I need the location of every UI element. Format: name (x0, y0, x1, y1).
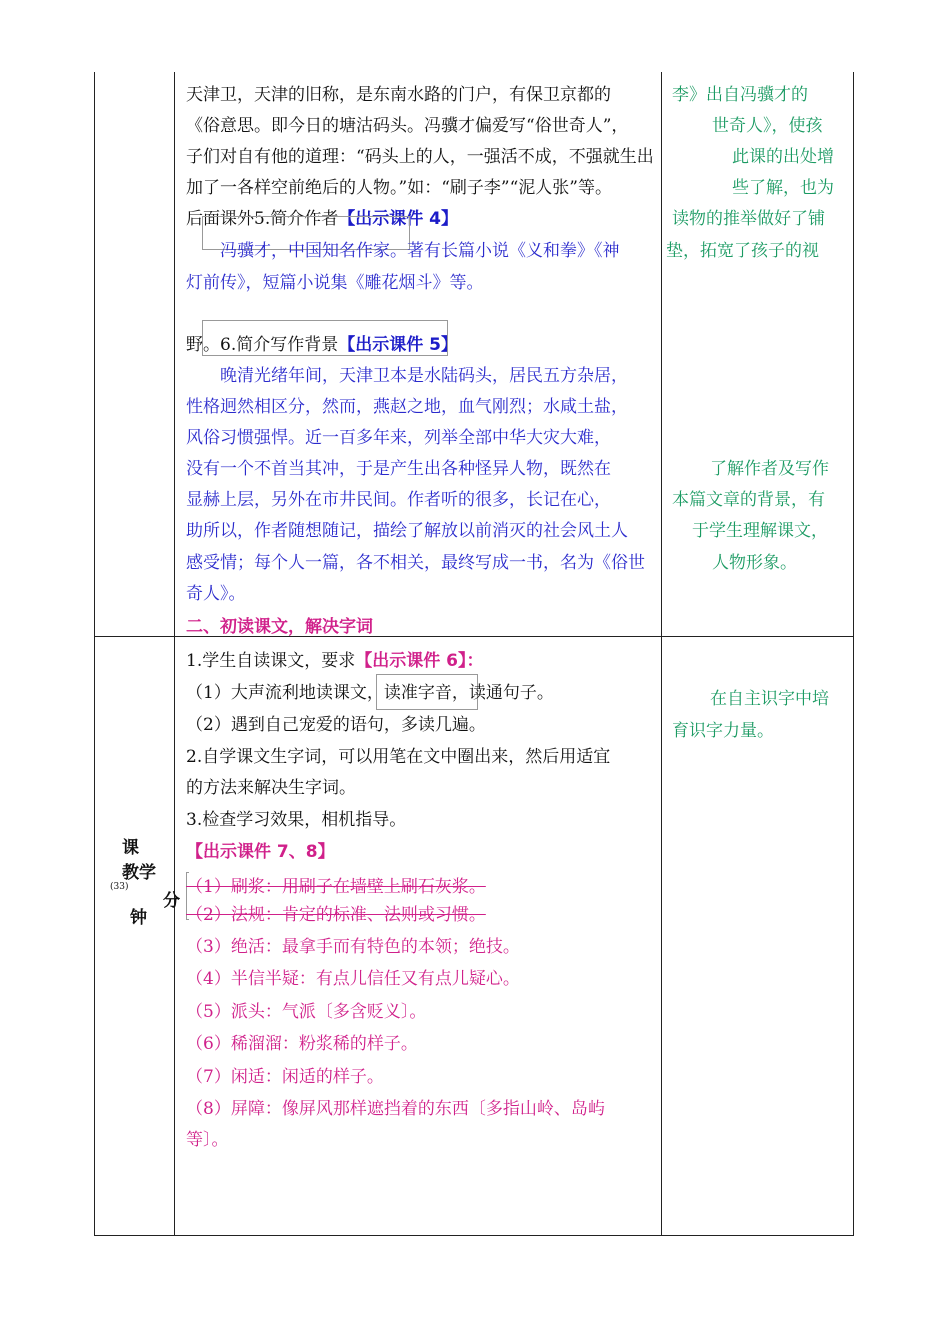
side-note-line: 些了解，也为 (732, 178, 834, 198)
courseware-tag-6: 【出示课件 6】： (355, 651, 484, 671)
requirement-line: （1）大声流利地读课文，读准字音，读通句子。 (186, 683, 554, 703)
table-border-left (94, 72, 95, 1236)
table-divider-label (174, 72, 175, 1236)
paragraph-line: 感受情；每个人一篇，各不相关，最终写成一书，名为《俗世 (186, 553, 645, 573)
heading-background: 野。6.简介写作背景 (186, 335, 339, 355)
label-jiaoxue: 教学 (122, 863, 156, 883)
side-note-line: 了解作者及写作 (710, 459, 829, 479)
paragraph-line: 显赫上层，另外在市井民间。作者听的很多，长记在心， (186, 490, 611, 510)
step-1: 1.学生自读课文，要求 (186, 651, 356, 671)
paragraph-line: 2.自学课文生字词，可以用笔在文中圈出来，然后用适宜 (186, 747, 611, 767)
paragraph-line: 晚清光绪年间，天津卫本是水陆码头，居民五方杂居， (220, 366, 628, 386)
side-note-line: 垫，拓宽了孩子的视 (666, 241, 819, 261)
courseware-tag-7-8: 【出示课件 7、8】 (186, 842, 335, 862)
label-fen: 分 (163, 891, 180, 911)
section-heading: 二、初读课文，解决字词 (186, 617, 373, 637)
paragraph-line: 3.检查学习效果，相机指导。 (186, 810, 407, 830)
side-note-line: 本篇文章的背景，有 (672, 490, 825, 510)
paragraph-line: 冯骥才，中国知名作家。著有长篇小说《义和拳》《神 (220, 241, 620, 261)
side-note-line: 于学生理解课文， (692, 521, 828, 541)
label-ke: 课 (122, 838, 139, 858)
table-border-bottom (94, 1235, 854, 1236)
courseware-tag-4: 【出示课件 4】 (338, 209, 458, 229)
paragraph-line: 风俗习惯强悍。近一百多年来，列举全部中华大灾大难， (186, 428, 611, 448)
paragraph-line: 性格迥然相区分，然而，燕赵之地，血气刚烈；水咸土盐， (186, 397, 628, 417)
paragraph-line: 《俗意思。即今日的塘沽码头。冯骥才偏爱写“俗世奇人”， (186, 116, 629, 136)
paragraph-line: 的方法来解决生字词。 (186, 778, 356, 798)
vocab-item: （3）绝活：最拿手而有特色的本领；绝技。 (186, 937, 520, 957)
vocab-item: （4）半信半疑：有点儿信任又有点儿疑心。 (186, 969, 520, 989)
side-note-line: 人物形象。 (712, 553, 797, 573)
paragraph-line: 加了一各样空前绝后的人物。”如：“刷子李”“泥人张”等。 (186, 178, 612, 198)
text-box-outline (202, 320, 448, 356)
paragraph-line: 助所以，作者随想随记，描绘了解放以前消灭的社会风土人 (186, 521, 628, 541)
requirement-line: （2）遇到自己宠爱的语句，多读几遍。 (186, 715, 486, 735)
label-zhong: 钟 (130, 908, 147, 928)
vocab-item: （7）闲适：闲适的样子。 (186, 1067, 384, 1087)
vocab-item: （5）派头：气派〔多含贬义〕。 (186, 1002, 427, 1022)
paragraph-line: 奇人》。 (186, 584, 246, 604)
side-note-line: 读物的推举做好了铺 (672, 209, 825, 229)
side-note-line: 李》出自冯骥才的 (672, 85, 808, 105)
paragraph-line: 没有一个不首当其冲，于是产生出各种怪异人物，既然在 (186, 459, 611, 479)
table-divider-main (661, 72, 662, 1236)
side-note-line: 育识字力量。 (672, 721, 774, 741)
heading-author: 后面课外5.简介作者 (186, 209, 339, 229)
paragraph-line (186, 650, 483, 672)
paragraph-line: 子们对自有他的道理：“码头上的人，一强活不成，不强就生出 (186, 147, 654, 167)
paragraph-line: 灯前传》，短篇小说集《雕花烟斗》等。 (186, 273, 484, 293)
side-note-line: 此课的出处增 (732, 147, 834, 167)
courseware-tag-5: 【出示课件 5】 (338, 335, 458, 355)
label-minutes-number: (33) (110, 882, 129, 892)
side-note-line: 在自主识字中培 (710, 689, 829, 709)
side-note-line: 世奇人》，使孩 (712, 116, 823, 136)
vocab-item: 等〕。 (186, 1130, 229, 1150)
paragraph-line: 天津卫，天津的旧称，是东南水路的门户，有保卫京都的 (186, 85, 611, 105)
vocab-item: （1）刷浆：用刷子在墙壁上刷石灰浆。 (186, 877, 486, 897)
vocab-item: （2）法规：肯定的标准、法则或习惯。 (186, 905, 486, 925)
table-border-right (853, 72, 854, 1236)
vocab-item: （6）稀溜溜：粉浆稀的样子。 (186, 1034, 418, 1054)
vocab-item: （8）屏障：像屏风那样遮挡着的东西〔多指山岭、岛屿 (186, 1099, 605, 1119)
